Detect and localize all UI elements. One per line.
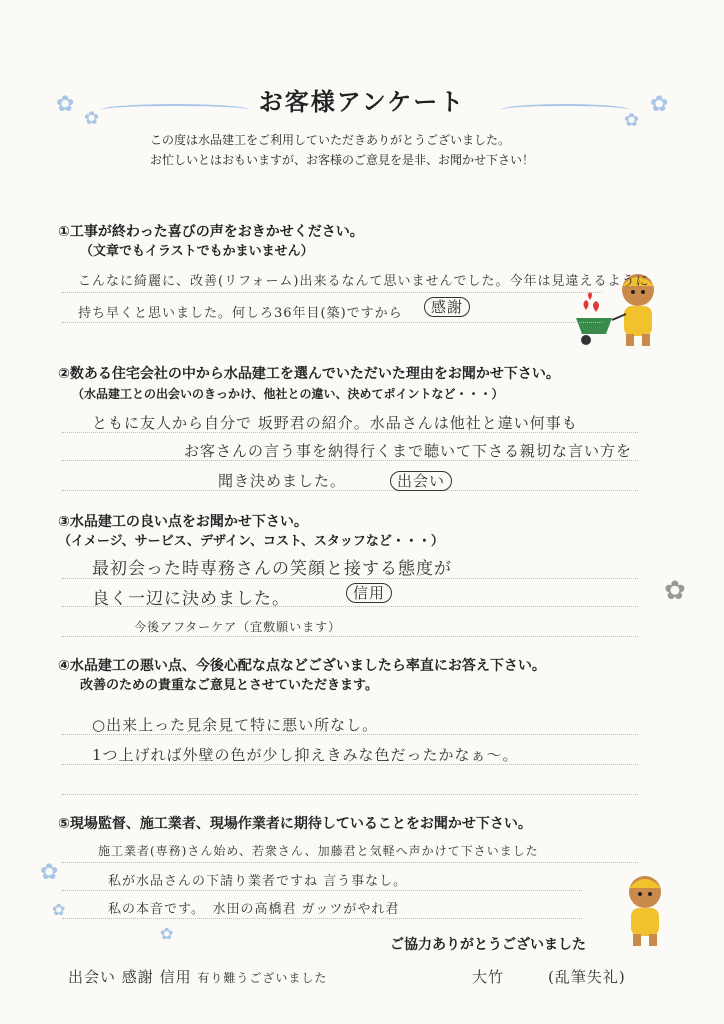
question-sub: （イメージ、サービス、デザイン、コスト、スタッフなど・・・）: [58, 534, 444, 549]
answer-text: 1つ上げれば外壁の色が少し抑えきみな色だったかなぁ〜。: [92, 746, 519, 764]
answer-text: 今後アフターケア（宜敷願います）: [134, 620, 342, 634]
flower-icon: ✿: [650, 92, 669, 117]
signature: 大竹: [472, 968, 505, 986]
question-5: [58, 814, 532, 834]
question-label: ④水品建工の悪い点、今後心配な点などございましたら率直にお答え下さい。: [58, 658, 546, 674]
answer-line: [62, 794, 638, 795]
question-sub: 改善のための貴重なご意見とさせていただきます。: [80, 678, 378, 693]
question-label: ⑤現場監督、施工業者、現場作業者に期待していることをお聞かせ下さい。: [58, 816, 532, 832]
flower-icon: ✿: [664, 576, 686, 606]
answer-line: [62, 918, 582, 919]
flower-icon: ✿: [52, 900, 66, 919]
page-title: お客様アンケート: [258, 88, 466, 116]
circled-keyword: 出会い: [390, 470, 452, 491]
question-4: [58, 656, 546, 696]
answer-line: [62, 490, 638, 491]
answer-text: 私が水品さんの下請り業者ですね 言う事なし。: [108, 874, 408, 889]
answer-text: こんなに綺麗に、改善(リフォーム)出来るなんて思いませんでした。今年は見違えるように: [78, 274, 650, 289]
question-3: [58, 512, 444, 552]
answer-line: [62, 862, 638, 863]
question-1: [58, 222, 364, 262]
apology-note: (乱筆失礼): [548, 968, 626, 986]
question-label: ③水品建工の良い点をお聞かせ下さい。: [58, 514, 308, 530]
bear-icon: [620, 868, 670, 948]
answer-text: 良く一辺に決めました。: [92, 589, 290, 609]
flower-icon: ✿: [40, 860, 59, 885]
answer-line: [62, 322, 602, 323]
question-sub: （文章でもイラストでもかまいません）: [80, 244, 314, 259]
closing-thanks: 有り難うございました: [197, 971, 328, 985]
intro-line: お忙しいとはおもいますが、お客様のご意見を是非、お聞かせ下さい！: [150, 153, 535, 167]
answer-text: お客さんの言う事を納得行くまで聴いて下さる親切な言い方を: [184, 442, 633, 460]
question-2: [58, 364, 560, 404]
answer-text: 最初会った時専務さんの笑顔と接する態度が: [92, 559, 452, 579]
intro-line: この度は水品建工をご利用していただきありがとうございました。: [150, 133, 511, 147]
answer-text: 持ち早くと思いました。何しろ36年目(築)ですから: [78, 306, 403, 321]
answer-line: [62, 890, 582, 891]
question-label: ①工事が終わった喜びの声をおきかせください。: [58, 224, 364, 240]
question-label: ②数ある住宅会社の中から水品建工を選んでいただいた理由をお聞かせ下さい。: [58, 366, 560, 382]
keyword-encounter: 出会い: [68, 968, 117, 986]
flower-icon: ✿: [84, 108, 100, 129]
answer-line: [62, 292, 602, 293]
flower-icon: ✿: [624, 110, 640, 131]
closing-note: [68, 966, 327, 987]
answer-text: ともに友人から自分で 坂野君の紹介。水品さんは他社と違い何事も: [92, 414, 578, 432]
flower-icon: ✿: [160, 924, 174, 943]
question-sub: （水品建工との出会いのきっかけ、他社との違い、決めてポイントなど・・・）: [72, 387, 504, 401]
flower-icon: ✿: [56, 92, 75, 117]
keyword-trust: 信用: [159, 968, 192, 986]
answer-text: ○出来上った見余見て特に悪い所なし。: [92, 716, 379, 734]
answer-text: 聞き決めました。: [218, 472, 347, 490]
answer-line: [62, 636, 638, 637]
answer-text: 施工業者(専務)さん始め、若衆さん、加藤君と気軽へ声かけて下さいました: [98, 844, 539, 858]
intro-text: [150, 130, 534, 170]
thanks-text: ご協力ありがとうございました: [390, 937, 586, 953]
circled-keyword: 信用: [346, 582, 392, 603]
keyword-gratitude: 感謝: [121, 968, 154, 986]
circled-keyword: 感謝: [424, 296, 470, 317]
answer-text: 私の本音です。 水田の高橋君 ガッツがやれ君: [108, 902, 400, 917]
